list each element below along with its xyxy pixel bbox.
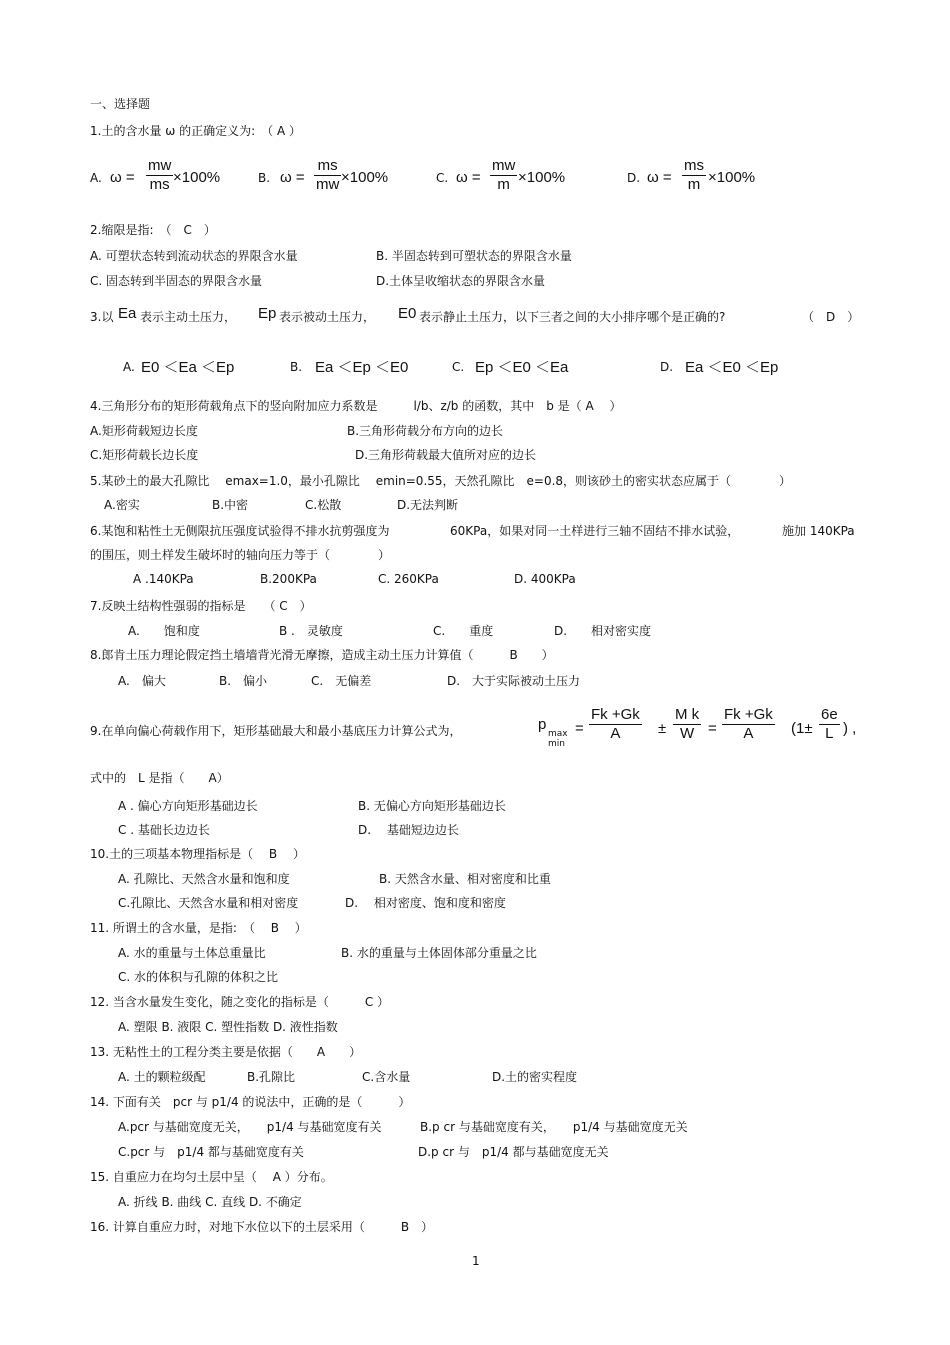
option-a-label: A. (90, 171, 102, 185)
numerator: M k (675, 706, 700, 723)
denominator: A (743, 725, 754, 742)
question-5-stem: 5.某砂土的最大孔隙比 emax=1.0，最小孔隙比 emin=0.55，天然孔隙比 e=0.8，则该砂土的密实状态应属于（ ） (90, 474, 792, 488)
question-10-option-a: A. 孔隙比、天然含水量和饱和度 (118, 872, 290, 886)
fraction (673, 706, 701, 743)
question-6-line-2: 的围压，则土样发生破坏时的轴向压力等于（ ） (90, 548, 391, 562)
question-9-option-a: A . 偏心方向矩形基础边长 (118, 799, 258, 813)
numerator: Fk +Gk (724, 706, 773, 723)
formula-equals: = (708, 720, 717, 737)
question-7-option-d: D. 相对密实度 (554, 624, 652, 638)
question-4-option-b: B.三角形荷载分布方向的边长 (347, 424, 504, 438)
question-16-stem: 16. 计算自重应力时，对地下水位以下的土层采用（ B ） (90, 1220, 434, 1234)
question-7-stem: 7.反映土结构性强弱的指标是 （ C ） (90, 599, 312, 613)
question-6-line-1a: 6.某饱和粘性土无侧限抗压强度试验得不排水抗剪强度为 (90, 524, 390, 538)
question-3-text-1: 3.以 (90, 310, 114, 324)
formula-p: p (538, 716, 547, 733)
question-2-option-a: A. 可塑状态转到流动状态的界限含水量 (90, 249, 298, 263)
option-b-label: B. (258, 171, 271, 185)
question-10-stem: 10.土的三项基本物理指标是（ B ） (90, 847, 305, 861)
question-5-option-c: C.松散 (305, 498, 342, 512)
question-13-option-a: A. 土的颗粒级配 (118, 1070, 206, 1084)
question-3-text-2: 表示主动土压力， (140, 310, 237, 324)
question-6-line-1c: 施加 140KPa (782, 524, 855, 538)
omega-symbol: ω = (647, 169, 672, 186)
question-5-option-a: A.密实 (104, 498, 140, 512)
option-d-label: D. (627, 171, 641, 185)
fraction (490, 157, 517, 194)
question-6-option-b: B.200KPa (260, 572, 317, 586)
denominator: mw (316, 176, 340, 193)
times-100: ×100% (708, 169, 756, 186)
numerator: ms (314, 157, 341, 176)
denominator: L (825, 725, 834, 742)
question-4-option-c: C.矩形荷载长边长度 (90, 448, 199, 462)
question-15-options: A. 折线 B. 曲线 C. 直线 D. 不确定 (118, 1195, 302, 1209)
question-3-answer: （ D ） (802, 310, 860, 324)
question-3-text-4: 表示静止土压力，以下三者之间的大小排序哪个是正确的? (419, 310, 726, 324)
question-9-line-2: 式中的 L 是指（ A） (90, 771, 229, 785)
question-10-option-b: B. 天然含水量、相对密度和比重 (379, 872, 551, 886)
question-11-option-b: B. 水的重量与土体固体部分重量之比 (341, 946, 537, 960)
question-4-stem: 4.三角形分布的矩形荷载角点下的竖向附加应力系数是 l/b、z/b 的函数，其中 b 是（ A ） (90, 399, 622, 413)
formula-plus-minus: ± (658, 720, 667, 737)
option-c-label: C. (436, 171, 449, 185)
question-5-option-d: D.无法判断 (397, 498, 459, 512)
question-3-option-d-label: D. (660, 360, 674, 374)
question-7-option-a: A. 饱和度 (128, 624, 200, 638)
question-11-option-a: A. 水的重量与土体总重量比 (118, 946, 266, 960)
formula-close: ) , (843, 720, 857, 737)
question-2-option-b: B. 半固态转到可塑状态的界限含水量 (376, 249, 572, 263)
numerator: mw (492, 157, 516, 174)
question-13-option-c: C.含水量 (362, 1070, 411, 1084)
question-15-stem: 15. 自重应力在均匀土层中呈（ A ）分布。 (90, 1170, 333, 1184)
fraction (146, 157, 173, 194)
omega-symbol: ω = (456, 169, 481, 186)
question-3-option-b-label: B. (290, 360, 303, 374)
question-6-option-c: C. 260KPa (378, 572, 439, 586)
question-6-line-1b: 60KPa，如果对同一土样进行三轴不固结不排水试验， (450, 524, 740, 538)
denominator: m (497, 176, 510, 193)
question-10-option-d: D. 相对密度、饱和度和密度 (345, 896, 506, 910)
question-13-stem: 13. 无粘性土的工程分类主要是依据（ A ） (90, 1045, 362, 1059)
question-3-option-c-label: C. (452, 360, 465, 374)
question-3-option-d: Ea ＜E0 ＜Ep (685, 359, 779, 376)
fraction (589, 706, 642, 743)
symbol-ep: Ep (258, 305, 277, 322)
question-14-option-d: D.p cr 与 p1/4 都与基础宽度无关 (418, 1145, 609, 1159)
times-100: ×100% (341, 169, 389, 186)
question-11-stem: 11. 所谓土的含水量，是指: （ B ） (90, 921, 307, 935)
question-7-option-b: B . 灵敏度 (279, 624, 343, 638)
question-8-option-c: C. 无偏差 (311, 674, 372, 688)
question-4-option-a: A.矩形荷载短边长度 (90, 424, 198, 438)
times-100: ×100% (173, 169, 221, 186)
numerator: mw (148, 157, 172, 174)
question-9-option-c: C . 基础长边边长 (118, 823, 210, 837)
times-100: ×100% (518, 169, 566, 186)
fraction (722, 706, 775, 743)
question-9-option-d: D. 基础短边边长 (358, 823, 459, 837)
formula-paren: (1± (791, 720, 813, 737)
question-2-option-d: D.土体呈收缩状态的界限含水量 (376, 274, 546, 288)
page-number: 1 (472, 1254, 480, 1268)
question-8-option-d: D. 大于实际被动土压力 (447, 674, 581, 688)
fraction (682, 157, 706, 194)
omega-symbol: ω = (110, 169, 135, 186)
question-12-options: A. 塑限 B. 液限 C. 塑性指数 D. 液性指数 (118, 1020, 338, 1034)
question-3-option-b: Ea ＜Ep ＜E0 (315, 359, 409, 376)
question-5-option-b: B.中密 (212, 498, 249, 512)
fraction (314, 157, 341, 194)
fraction (819, 706, 840, 743)
question-14-stem: 14. 下面有关 pcr 与 p1/4 的说法中，正确的是（ ） (90, 1095, 411, 1109)
numerator: Fk +Gk (591, 706, 640, 723)
formula-equals: = (575, 720, 584, 737)
question-8-stem: 8.郎肯土压力理论假定挡土墙墙背光滑无摩擦，造成主动土压力计算值（ B ） (90, 648, 554, 662)
section-title: 一、选择题 (90, 97, 151, 111)
question-14-option-c: C.pcr 与 p1/4 都与基础宽度有关 (118, 1145, 304, 1159)
question-1-stem: 1.土的含水量 ω 的正确定义为: （ A ） (90, 124, 302, 138)
question-8-option-b: B. 偏小 (219, 674, 268, 688)
omega-symbol: ω = (280, 169, 305, 186)
question-3-option-a: E0 ＜Ea ＜Ep (141, 359, 235, 376)
question-11-option-c: C. 水的体积与孔隙的体积之比 (118, 970, 279, 984)
question-2-stem: 2.缩限是指: （ C ） (90, 223, 216, 237)
question-9-option-b: B. 无偏心方向矩形基础边长 (358, 799, 506, 813)
question-9-stem: 9.在单向偏心荷载作用下，矩形基础最大和最小基底压力计算公式为， (90, 724, 462, 738)
formula-pmin: min (548, 739, 565, 749)
denominator: ms (149, 176, 170, 193)
symbol-ea: Ea (118, 305, 137, 322)
denominator: W (680, 725, 695, 742)
question-14-option-a: A.pcr 与基础宽度无关， p1/4 与基础宽度有关 (118, 1120, 382, 1134)
symbol-e0: E0 (398, 305, 417, 322)
question-12-stem: 12. 当含水量发生变化，随之变化的指标是（ C ） (90, 995, 390, 1009)
formula-pmax: max (548, 729, 568, 739)
question-8-option-a: A. 偏大 (118, 674, 166, 688)
denominator: A (610, 725, 621, 742)
question-13-option-d: D.土的密实程度 (492, 1070, 578, 1084)
numerator: 6e (821, 706, 838, 723)
question-7-option-c: C. 重度 (433, 624, 494, 638)
numerator: ms (684, 157, 704, 174)
question-10-option-c: C.孔隙比、天然含水量和相对密度 (118, 896, 299, 910)
question-3-text-3: 表示被动土压力， (279, 310, 376, 324)
question-2-option-c: C. 固态转到半固态的界限含水量 (90, 274, 263, 288)
question-4-option-d: D.三角形荷载最大值所对应的边长 (355, 448, 537, 462)
denominator: m (687, 176, 701, 193)
question-6-option-a: A .140KPa (133, 572, 194, 586)
question-13-option-b: B.孔隙比 (247, 1070, 296, 1084)
question-3-option-a-label: A. (123, 360, 135, 374)
question-14-option-b: B.p cr 与基础宽度有关， p1/4 与基础宽度无关 (420, 1120, 688, 1134)
question-6-option-d: D. 400KPa (514, 572, 576, 586)
question-3-option-c: Ep ＜E0 ＜Ea (475, 359, 569, 376)
